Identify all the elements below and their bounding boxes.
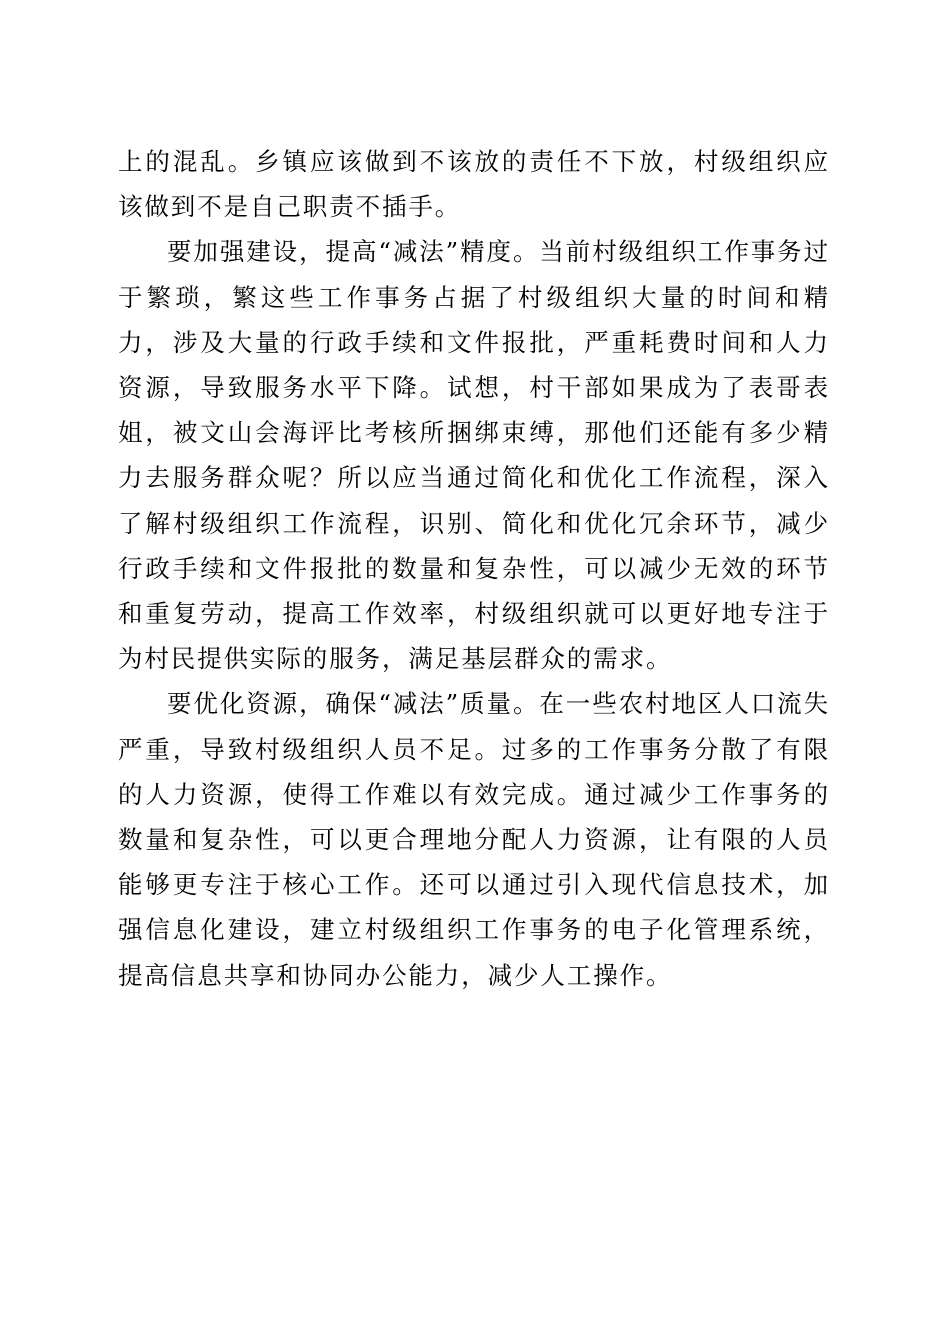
paragraph-strengthen-construction: 要加强建设，提高“减法”精度。当前村级组织工作事务过于繁琐，繁这些工作事务占据了村级组织大量的时间和精力，涉及大量的行政手续和文件报批，严重耗费时间和人力资源，导致服务水平下降。试想，村干部如果成为了表哥表姐，被文山会海评比考核所捆绑束缚，那他们还能有多少精力去服务群众呢？所以应当通过简化和优化工作流程，深入了解村级组织工作流程，识别、简化和优化冗余环节，减少行政手续和文件报批的数量和复杂性，可以减少无效的环节和重复劳动，提高工作效率，村级组织就可以更好地专注于为村民提供实际的服务，满足基层群众的需求。 <box>118 237 830 674</box>
document-body <box>118 139 830 998</box>
paragraph-continuation: 上的混乱。乡镇应该做到不该放的责任不下放，村级组织应该做到不是自己职责不插手。 <box>118 147 830 222</box>
paragraph-optimize-resources: 要优化资源，确保“减法”质量。在一些农村地区人口流失严重，导致村级组织人员不足。过多的工作事务分散了有限的人力资源，使得工作难以有效完成。通过减少工作事务的数量和复杂性，可以更合理地分配人力资源，让有限的人员能够更专注于核心工作。还可以通过引入现代信息技术，加强信息化建设，建立村级组织工作事务的电子化管理系统，提高信息共享和协同办公能力，减少人工操作。 <box>118 689 830 990</box>
